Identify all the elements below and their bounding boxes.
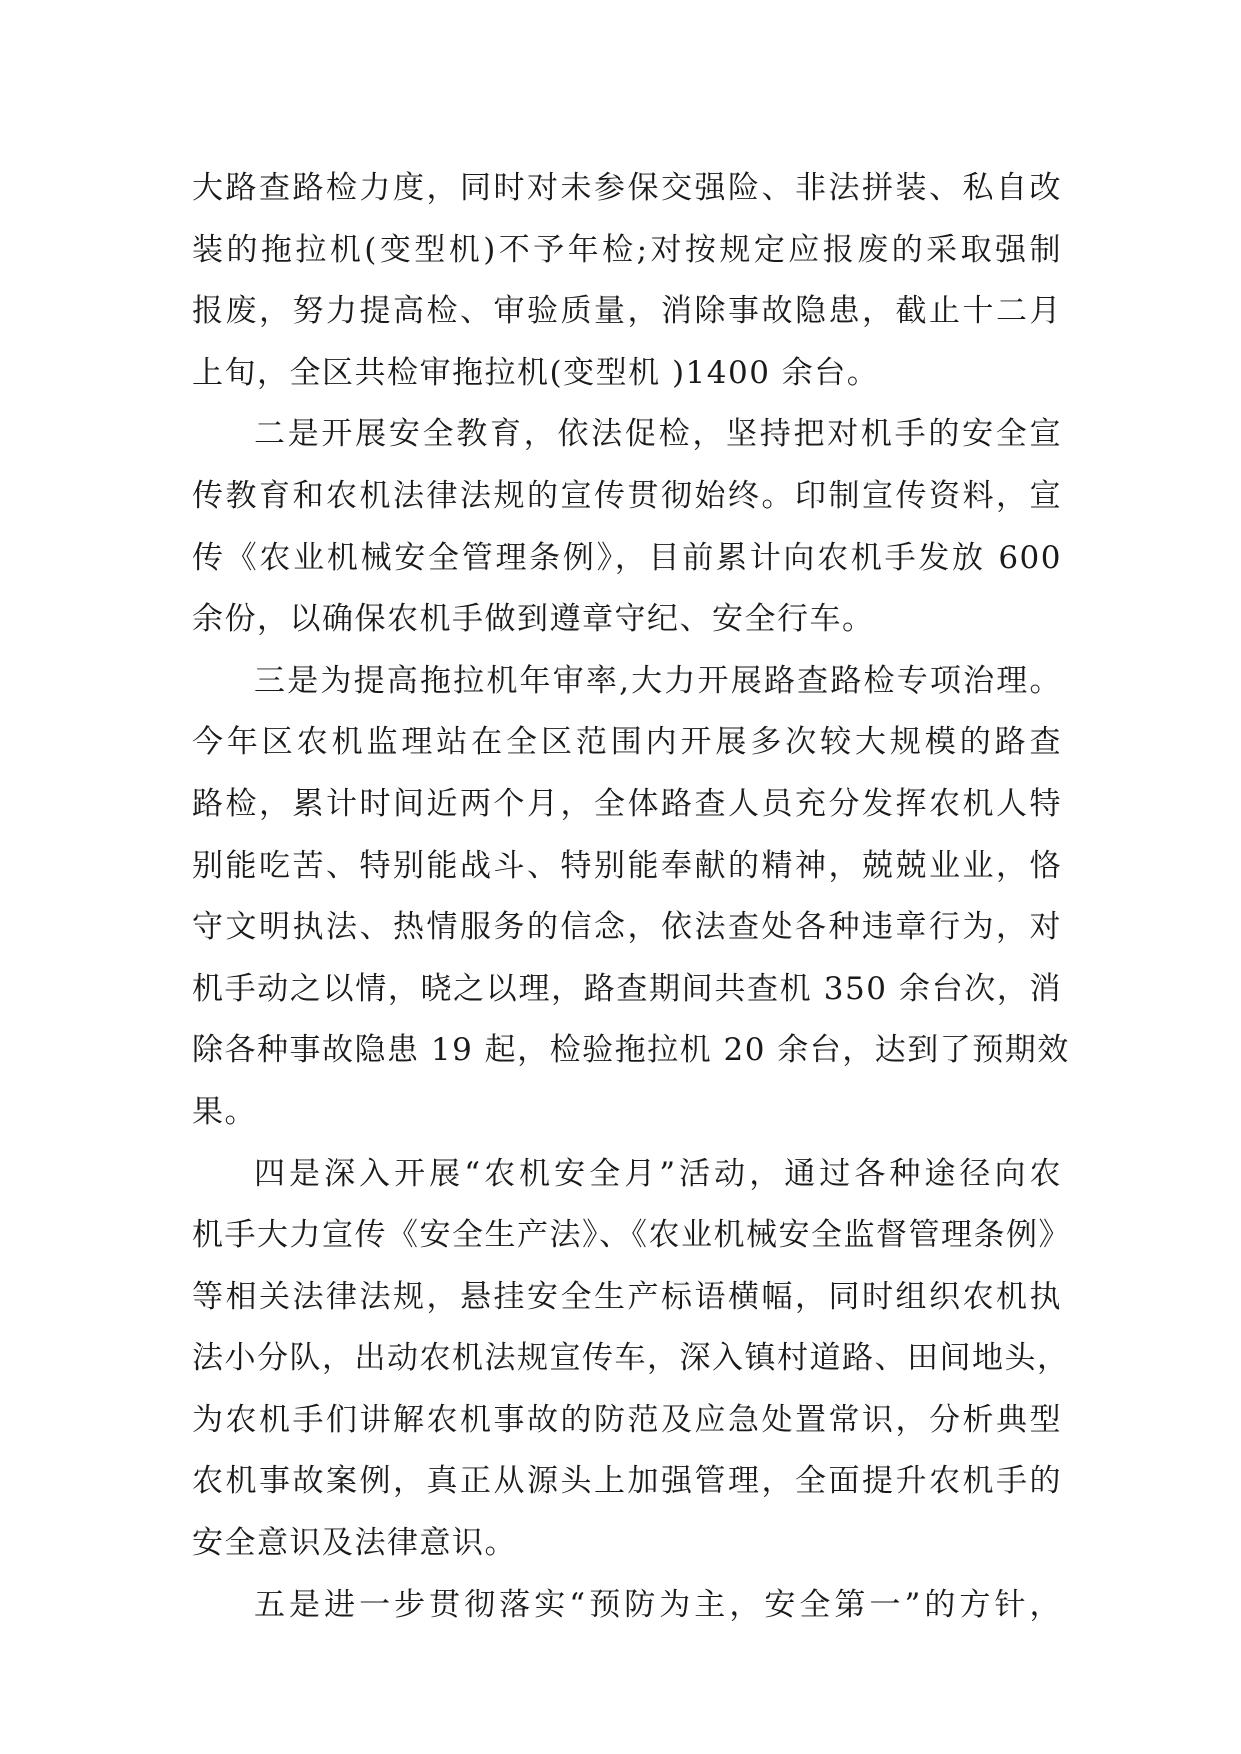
document-body: [192, 158, 1071, 1636]
text-line: 守文明执法、热情服务的信念，依法查处各种违章行为，对: [192, 909, 1062, 946]
text-line: 五是进一步贯彻落实“预防为主，安全第一”的方针，: [254, 1586, 1062, 1623]
text-line: 传教育和农机法律法规的宣传贯彻始终。印制宣传资料，宣: [192, 477, 1062, 514]
text-line: 别能吃苦、特别能战斗、特别能奉献的精神，兢兢业业，恪: [192, 847, 1062, 884]
text-line: 大路查路检力度，同时对未参保交强险、非法拼装、私自改: [192, 170, 1062, 206]
text-line: 机手动之以情，晓之以理，路查期间共查机 350 余台次，消: [192, 970, 1062, 1007]
paragraph-5: [192, 1575, 1062, 1637]
text-line: 等相关法律法规，悬挂安全生产标语横幅，同时组织农机执: [192, 1278, 1062, 1315]
text-line: 装的拖拉机(变型机)不予年检;对按规定应报废的采取强制: [192, 231, 1062, 268]
text-line: 二是开展安全教育，依法促检，坚持把对机手的安全宣: [254, 416, 1062, 453]
text-line: 果。: [192, 1093, 257, 1130]
paragraph-2: [192, 404, 1062, 650]
text-line: 四是深入开展“农机安全月”活动，通过各种途径向农: [254, 1155, 1062, 1192]
text-line: 报废，努力提高检、审验质量，消除事故隐患，截止十二月: [192, 293, 1062, 330]
text-line: 三是为提高拖拉机年审率,大力开展路查路检专项治理。: [254, 662, 1062, 699]
text-line: 机手大力宣传《安全生产法》、《农业机械安全监督管理条例》: [192, 1217, 1071, 1254]
paragraph-3: [192, 651, 1070, 1144]
text-line: 除各种事故隐患 19 起，检验拖拉机 20 余台，达到了预期效: [192, 1032, 1070, 1069]
text-line: 安全意识及法律意识。: [192, 1525, 517, 1562]
text-line: 上旬，全区共检审拖拉机(变型机 )1400 余台。: [192, 354, 880, 391]
paragraph-1: [192, 158, 1062, 404]
text-line: 传《农业机械安全管理条例》，目前累计向农机手发放 600: [192, 539, 1062, 576]
text-line: 今年区农机监理站在全区范围内开展多次较大规模的路查: [192, 724, 1062, 761]
text-line: 路检，累计时间近两个月，全体路查人员充分发挥农机人特: [192, 785, 1062, 822]
paragraph-4: [192, 1144, 1071, 1575]
text-line: 法小分队，出动农机法规宣传车，深入镇村道路、田间地头，: [192, 1340, 1070, 1377]
text-line: 为农机手们讲解农机事故的防范及应急处置常识，分析典型: [192, 1401, 1062, 1438]
text-line: 余份，以确保农机手做到遵章守纪、安全行车。: [192, 601, 875, 638]
text-line: 农机事故案例，真正从源头上加强管理，全面提升农机手的: [192, 1463, 1062, 1500]
